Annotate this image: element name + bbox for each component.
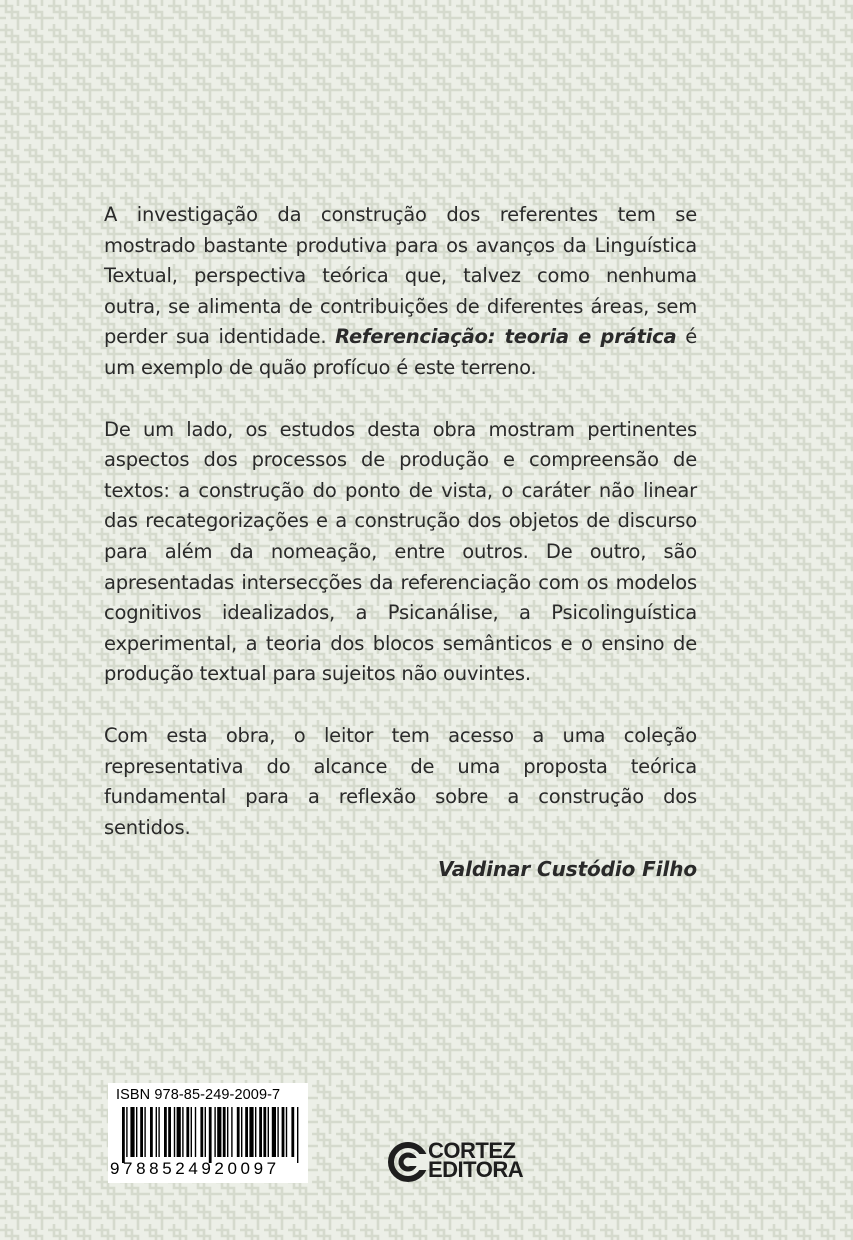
barcode-bar [195,1107,196,1157]
isbn-label: ISBN 978-85-249-2009-7 [116,1087,281,1103]
paragraph-1-lead: A investigação da construção dos referentes tem se mostrado bastante produtiva para os avanços da Linguística Textual, perspectiva teórica que, talvez como nenhuma outra, se alimenta de contribuições de diferentes áreas, sem perder sua identidade. [104,203,697,349]
barcode-bar [158,1107,159,1157]
paragraph-3: Com esta obra, o leitor tem acesso a uma coleção representativa do alcance de uma proposta teórica fundamental para a reflexão sobre a construção dos sentidos. [104,723,697,839]
barcode-bar [268,1107,269,1157]
barcode-digits: 9788524920097 [110,1159,280,1178]
publisher-name-line-1: CORTEZ [428,1138,516,1163]
cortez-editora-logo [388,1140,528,1184]
author-signature: Valdinar Custódio Filho [437,857,697,881]
paragraph-1-tail: é um exemplo de quão profícuo é este terreno. [104,325,697,379]
barcode-bar [182,1107,183,1157]
barcode-bar [177,1107,181,1157]
barcode-bar [174,1107,175,1157]
paragraph-2: De um lado, os estudos desta obra mostram pertinentes aspectos dos processos de produção e compreensão de textos: a construção do ponto de vista, o caráter não linear das recategorizações e a construção dos objetos de discurso para além da nomeação, entre outros. De outro, são apresentadas intersecções da referenciação com os modelos cognitivos idealizados, a Psicanálise, a Psicolinguística experimental, a teoria dos blocos semânticos e o ensino de produção textual para sujeitos não ouvintes. [104,417,697,686]
barcode-bar [241,1107,242,1157]
barcode-bar [130,1107,134,1157]
barcode-bar [282,1107,285,1157]
barcode-bar [150,1107,153,1157]
barcode-bar [140,1107,143,1157]
barcode-bar [209,1107,212,1163]
barcode-bar [286,1107,287,1157]
publisher-name-line-2: EDITORA [428,1157,524,1182]
paragraph-1 [104,200,697,384]
barcode-bar [231,1107,232,1157]
barcode-bar [223,1107,226,1157]
barcode-bar [136,1107,137,1157]
barcode-bar [263,1107,266,1157]
barcode-bar [272,1107,276,1157]
barcode-bar [291,1107,294,1157]
barcode-bar [255,1107,256,1157]
barcode-bar [144,1107,145,1157]
barcode-bar [156,1107,157,1157]
barcode-bar [122,1107,125,1163]
isbn-barcode [108,1083,308,1183]
cortez-logo-mark-icon [388,1140,428,1184]
barcode-bar [217,1107,221,1157]
barcode-bar [200,1107,203,1157]
barcode-bar [249,1107,253,1157]
barcode-bar [227,1107,228,1157]
barcode-bars [122,1107,302,1163]
barcode-bar [191,1107,192,1157]
book-title: Referenciação: teoria e prática [335,325,677,349]
barcode-bar [277,1107,278,1157]
back-cover-text [104,200,697,874]
barcode-bar [186,1107,189,1157]
barcode-bar [214,1107,215,1157]
barcode-bar [259,1107,262,1157]
barcode-bar [164,1107,167,1157]
barcode-bar [297,1107,298,1163]
barcode-bar [245,1107,248,1157]
barcode-bar [237,1107,240,1157]
barcode-bar [126,1107,127,1157]
barcode-bar [205,1107,206,1157]
barcode-bar [168,1107,171,1157]
